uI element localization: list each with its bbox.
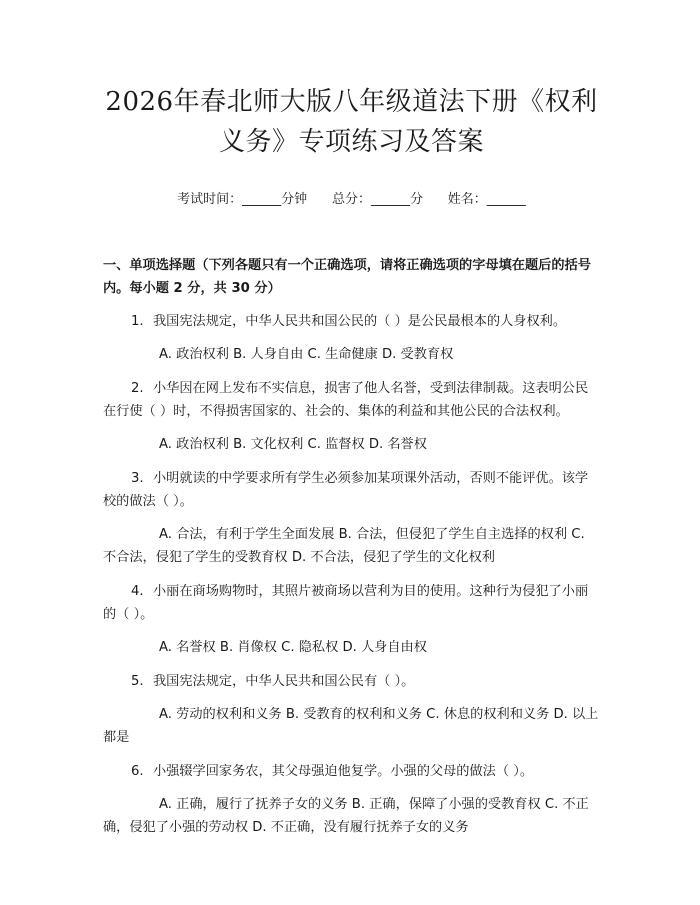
question-1-options: A. 政治权利 B. 人身自由 C. 生命健康 D. 受教育权 (159, 347, 454, 362)
question-number: 4. (131, 584, 144, 599)
section-heading: 一、单项选择题（下列各题只有一个正确选项，请将正确选项的字母填在题后的括号内。每小题 2 分，共 30 分） (103, 258, 591, 296)
question-6 (103, 760, 600, 783)
question-text: 小明就读的中学要求所有学生必须参加某项课外活动，否则不能评优。该学校的做法（ ）。 (103, 471, 589, 509)
question-number: 3. (131, 471, 144, 486)
question-number: 5. (131, 674, 144, 689)
question-5 (103, 670, 600, 693)
question-6-options: A. 正确，履行了抚养子女的义务 B. 正确，保障了小强的受教育权 C. 不正确，侵犯了小强的劳动权 D. 不正确，没有履行抚养子女的义务 (103, 797, 589, 835)
question-3-options: A. 合法，有利于学生全面发展 B. 合法，但侵犯了学生自主选择的权利 C. 不合法，侵犯了学生的受教育权 D. 不合法，侵犯了学生的文化权利 (103, 527, 585, 565)
question-text: 小丽在商场购物时，其照片被商场以营利为目的使用。这种行为侵犯了小丽的（ ）。 (103, 584, 589, 622)
document-title: 2026年春北师大版八年级道法下册《权利义务》专项练习及答案 (105, 87, 598, 157)
question-2 (103, 377, 600, 423)
exam-meta (103, 190, 600, 210)
question-4-options: A. 名誉权 B. 肖像权 C. 隐私权 D. 人身自由权 (159, 640, 427, 655)
question-number: 2. (131, 381, 144, 396)
question-2-options: A. 政治权利 B. 文化权利 C. 监督权 D. 名誉权 (159, 437, 427, 452)
question-5-options: A. 劳动的权利和义务 B. 受教育的权利和义务 C. 休息的权利和义务 D. 以上都是 (103, 707, 599, 745)
question-text: 小华因在网上发布不实信息，损害了他人名誉，受到法律制裁。这表明公民在行使（ ）时，不得损害国家的、社会的、集体的利益和其他公民的合法权利。 (103, 381, 589, 419)
question-number: 1. (131, 314, 144, 329)
exam-time: 考试时间：______分钟 (177, 192, 308, 207)
question-1 (103, 310, 600, 333)
question-number: 6. (131, 764, 144, 779)
question-text: 小强辍学回家务农，其父母强迫他复学。小强的父母的做法（ ）。 (153, 764, 534, 779)
exam-name: 姓名：______ (447, 192, 526, 207)
question-text: 我国宪法规定，中华人民共和国公民有（ ）。 (153, 674, 415, 689)
exam-score: 总分：______分 (331, 192, 423, 207)
question-3 (103, 467, 600, 513)
question-text: 我国宪法规定，中华人民共和国公民的（ ）是公民最根本的人身权利。 (153, 314, 567, 329)
question-4 (103, 580, 600, 626)
